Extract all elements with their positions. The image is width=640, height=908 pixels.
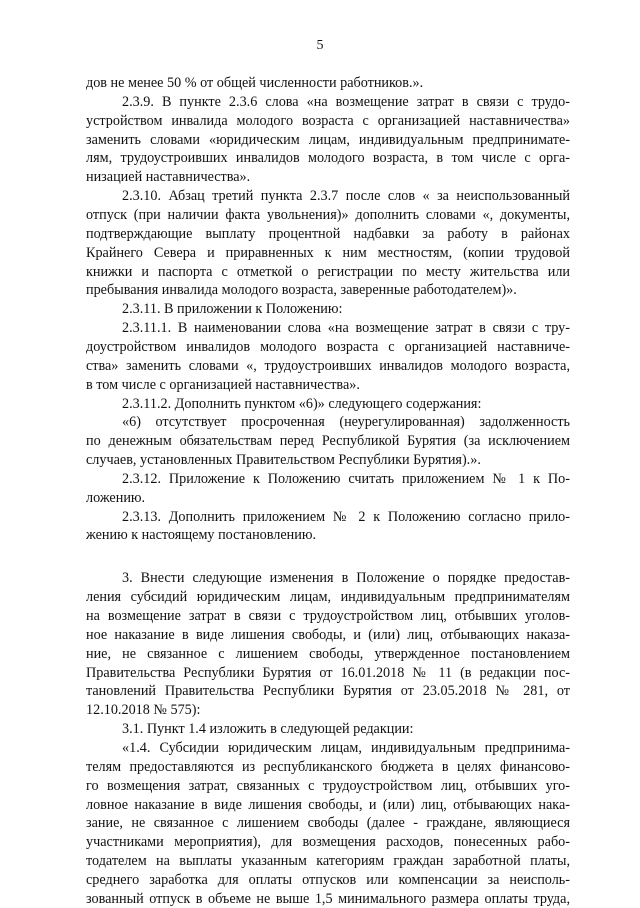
text-line: телям предоставляются из республиканского бюджета в целях финансово- [86, 758, 570, 775]
text-line: участниками мероприятия), для возмещения расходов, понесенных рабо- [86, 834, 570, 851]
text-line: случаев, установленных Правительством Республики Бурятия).». [86, 452, 481, 468]
text-line: «1.4. Субсидии юридическим лицам, индивидуальным предпринима- [122, 739, 570, 756]
text-line: Правительства Республики Бурятия от 16.01.2018 № 11 (в редакции пос- [86, 664, 570, 681]
text-line: «6) отсутствует просроченная (неурегулированная) задолженность [122, 414, 570, 431]
text-line: 3.1. Пункт 1.4 изложить в следующей редакции: [122, 721, 414, 738]
text-line: дов не менее 50 % от общей численности работников.». [86, 75, 424, 91]
text-line: Крайнего Севера и приравненных к ним местностям, (копии трудовой [86, 244, 570, 261]
text-line: 12.10.2018 № 575): [86, 702, 201, 719]
text-line: заменить словами «юридическим лицам, индивидуальным предпринимате- [86, 131, 570, 148]
text-line: 2.3.13. Дополнить приложением № 2 к Положению согласно прило- [122, 508, 570, 525]
text-line: 2.3.10. Абзац третий пункта 2.3.7 после слов « за неиспользованный [122, 188, 570, 205]
text-line: го возмещения затрат, связанных с трудоустройством лиц, отбывших уго- [86, 777, 570, 794]
text-line: 2.3.11. В приложении к Положению: [122, 301, 343, 318]
text-line: на возмещение затрат в связи с трудоустройством лиц, отбывших уголов- [86, 608, 570, 624]
text-line: ложению. [86, 489, 146, 506]
page-number: 5 [316, 38, 324, 53]
text-line: ное наказание в виде лишения свободы, и (или) лиц, отбывающих наказа- [86, 626, 570, 643]
text-line: 2.3.12. Приложение к Положению считать приложением № 1 к По- [122, 470, 570, 487]
text-line: зание, не связанное с лишением свободы (далее - граждане, являющиеся [86, 815, 570, 832]
text-line: 3. Внести следующие изменения в Положение о порядке предостав- [122, 570, 570, 587]
text-line: тановлений Правительства Республики Бурятия от 23.05.2018 № 281, от [86, 683, 570, 700]
text-line: 2.3.9. В пункте 2.3.6 слова «на возмещение затрат в связи с трудо- [122, 93, 570, 110]
text-line: низацией наставничества». [86, 169, 251, 186]
text-line: подтверждающие выплату процентной надбавки за работу в районах [86, 225, 570, 242]
text-line: 2.3.11.1. В наименовании слова «на возмещение затрат в связи с тру- [122, 320, 570, 337]
text-line: пребывания инвалида молодого возраста, заверенные работодателем)». [86, 282, 517, 299]
text-line: ловное наказание в виде лишения свободы, и (или) лиц, отбывающих нака- [86, 796, 570, 813]
text-line: среднего заработка для оплаты отпусков или компенсации за неисполь- [86, 871, 570, 888]
text-line: ние, не связанное с лишением свободы, утвержденное постановлением [86, 645, 570, 662]
text-line: ления субсидий юридическим лицам, индивидуальным предпринимателям [86, 589, 570, 606]
text-line: доустройством инвалидов молодого возраста с организацией наставниче- [86, 338, 570, 355]
text-line: книжки и паспорта с отметкой о регистрации по месту жительства или [86, 263, 570, 280]
text-line: устройством инвалида молодого возраста с организацией наставничества» [86, 112, 570, 129]
text-line: лям, трудоустроивших инвалидов молодого возраста, в том числе с орга- [86, 150, 570, 167]
text-line: 2.3.11.2. Дополнить пунктом «6)» следующего содержания: [122, 395, 482, 412]
text-line: жению к настоящему постановлению. [86, 527, 316, 544]
text-line: ства» заменить словами «, трудоустроивших инвалидов молодого возраста, [86, 357, 570, 374]
text-line: в том числе с организацией наставничества». [86, 376, 360, 393]
text-line: тодателем на выплаты указанным категориям граждан заработной платы, [86, 853, 570, 869]
text-line: зованный отпуск в объеме не выше 1,5 минимального размера оплаты труда, [86, 890, 570, 907]
text-line: отпуск (при наличии факта увольнения)» дополнить словами «, документы, [86, 207, 570, 223]
text-line: по денежным обязательствам перед Республикой Бурятия (за исключением [86, 433, 570, 450]
